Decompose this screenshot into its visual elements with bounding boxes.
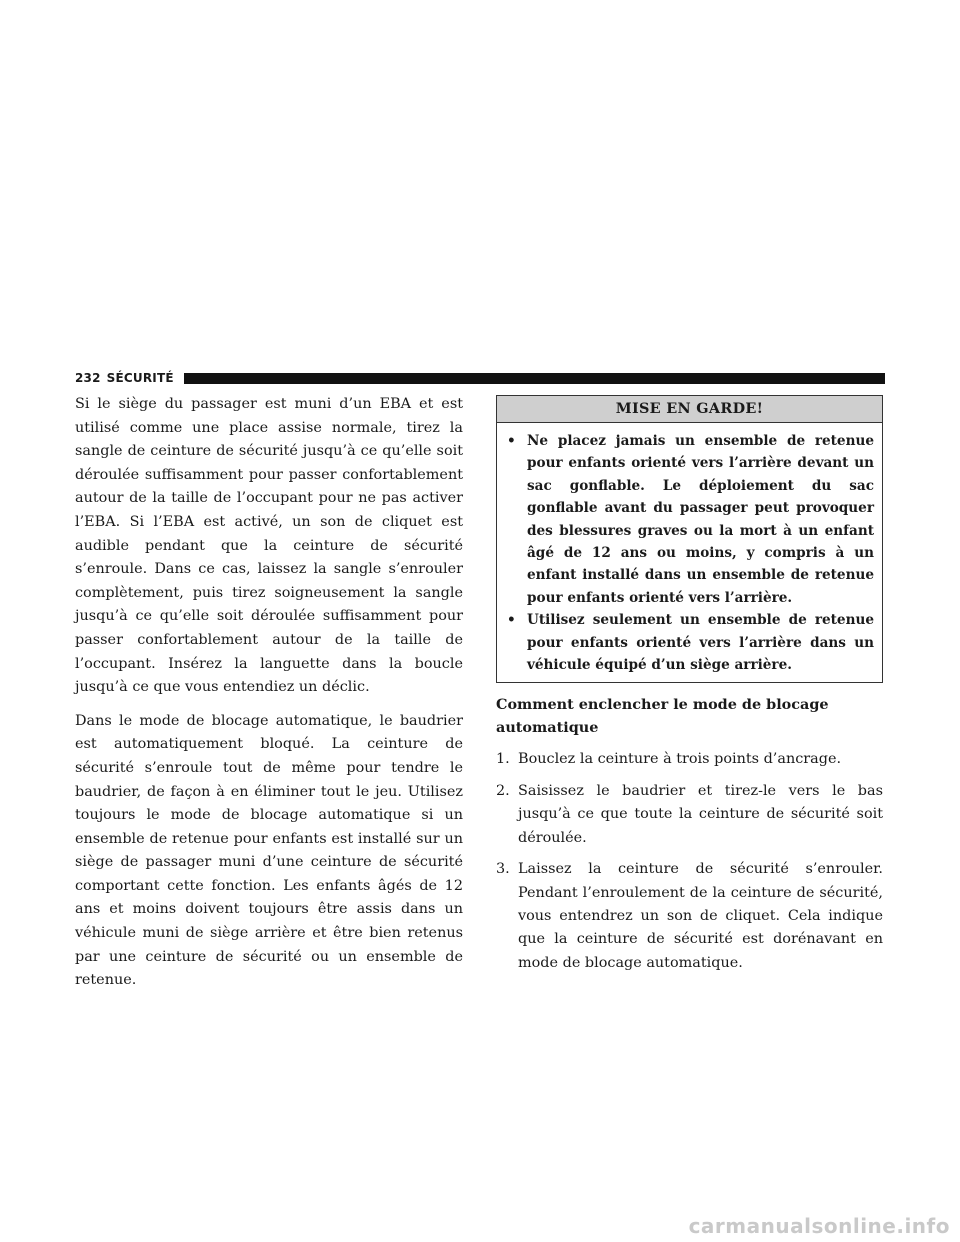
step-number: 1. — [496, 751, 510, 768]
warning-list — [497, 423, 882, 682]
bullet-icon: • — [507, 433, 516, 449]
procedure-step — [496, 858, 883, 975]
procedure-step — [496, 780, 883, 850]
right-column — [496, 395, 883, 983]
page-header — [75, 370, 885, 386]
step-number: 2. — [496, 782, 510, 799]
step-text: Laissez la ceinture de sécurité s’enrouler. Pendant l’enroulement de la ceinture de sécurité, vous entendrez un son de cliquet. Cela indique que la ceinture de sécurité est dorénavant en mode de blocage automatique. — [518, 861, 883, 971]
procedure-steps — [496, 748, 883, 975]
step-text: Saisissez le baudrier et tirez-le vers le bas jusqu’à ce que toute la ceinture de sécurité soit déroulée. — [518, 782, 883, 846]
step-number: 3. — [496, 861, 510, 878]
warning-title: MISE EN GARDE! — [497, 396, 882, 423]
warning-item-text: Ne placez jamais un ensemble de retenue pour enfants orienté vers l’arrière devant un sac gonflable. Le déploiement du sac gonflable avant du passager peut provoquer des blessures graves ou la mort à un enfant âgé de 12 ans ou moins, y compris à un enfant installé dans un ensemble de retenue pour enfants orienté vers l’arrière. — [527, 433, 874, 606]
section-title: SÉCURITÉ — [106, 371, 174, 385]
paragraph-auto-lock-mode: Dans le mode de blocage automatique, le baudrier est automatiquement bloqué. La ceinture de sécurité s’enroule tout de même pour tendre le baudrier, de façon à en éliminer tout le jeu. Utilisez toujours le mode de blocage automatique si un ensemble de retenue pour enfants est installé sur un siège de passager muni d’une ceinture de sécurité comportant cette fonction. Les enfants âgés de 12 ans et moins doivent toujours être assis dans un véhicule muni de siège arrière et être bien retenus par une ceinture de sécurité ou un ensemble de retenue. — [75, 712, 463, 989]
procedure-heading: Comment enclencher le mode de blocage automatique — [496, 696, 829, 737]
warning-item-text: Utilisez seulement un ensemble de retenue pour enfants orienté vers l’arrière dans un véhicule équipé d’un siège arrière. — [527, 612, 874, 674]
page-number: 232 — [75, 371, 101, 385]
step-text: Bouclez la ceinture à trois points d’ancrage. — [518, 751, 842, 768]
warning-item — [505, 430, 874, 609]
watermark: carmanualsonline.info — [688, 1214, 950, 1238]
bullet-icon: • — [507, 612, 516, 629]
paragraph-eba: Si le siège du passager est muni d’un EBA et est utilisé comme une place assise normale, tirez la sangle de ceinture de sécurité jusqu’à ce qu’elle soit déroulée suffisamment pour passer confortablement autour de la taille de l’occupant pour ne pas activer l’EBA. Si l’EBA est activé, un son de cliquet est audible pendant que la ceinture de sécurité s’enroule. Dans ce cas, laissez la sangle s’enrouler complètement, puis tirez soigneusement la sangle jusqu’à ce qu’elle soit déroulée suffisamment pour passer confortablement autour de la taille de l’occupant. Insérez la languette dans la boucle jusqu’à ce que vous entendiez un déclic. — [75, 396, 463, 696]
procedure-step — [496, 748, 883, 771]
header-rule — [184, 373, 885, 384]
warning-box — [496, 395, 883, 683]
warning-item — [505, 609, 874, 676]
left-column — [75, 393, 463, 1003]
